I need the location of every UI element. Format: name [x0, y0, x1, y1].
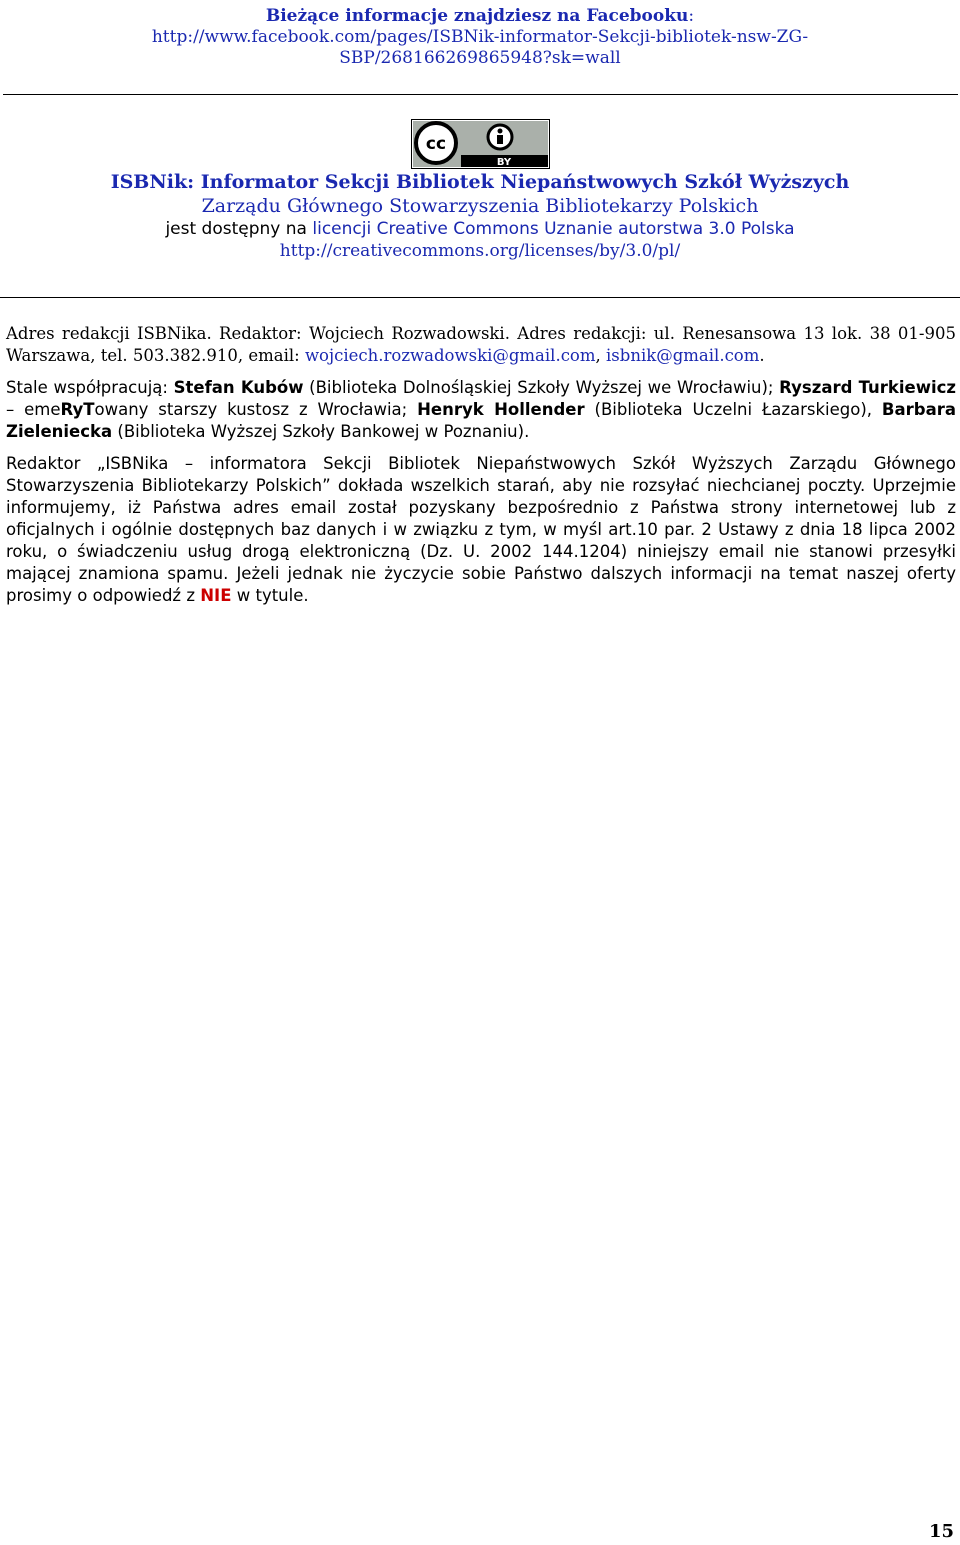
collaborator-name: Stefan Kubów [173, 378, 304, 397]
facebook-url-line2: SBP/268166269865948?sk=wall [339, 48, 621, 68]
email-link-1[interactable]: wojciech.rozwadowski@gmail.com [304, 346, 596, 365]
publication-title: ISBNik: Informator Sekcji Bibliotek Niepaństwowych Szkół Wyższych [110, 171, 850, 193]
email-link-2[interactable]: isbnik@gmail.com [606, 346, 760, 365]
facebook-colon: : [688, 6, 695, 26]
collaborator-affiliation: (Biblioteka Wyższej Szkoły Bankowej w Poznaniu). [112, 422, 530, 441]
facebook-url-line1: http://www.facebook.com/pages/ISBNik-informator-Sekcji-bibliotek-nsw-ZG- [151, 27, 809, 47]
publication-subtitle: Zarządu Głównego Stowarzyszenia Bibliotekarzy Polskich [201, 195, 759, 217]
license-block [0, 170, 960, 262]
email-separator: , [595, 346, 607, 365]
collaborator-name: Barbara Zieleniecka [6, 400, 956, 441]
collaborator-affiliation: owany starszy kustosz z Wrocławia; [94, 400, 418, 419]
collaborator-affiliation: (Biblioteka Dolnośląskiej Szkoły Wyższej we Wrocławiu); [303, 378, 780, 397]
collaborator-name: Henryk Hollender [417, 400, 585, 419]
collaborators-intro: Stale współpracują: [6, 378, 174, 397]
page-number: 15 [928, 1521, 954, 1542]
nie-keyword: NIE [200, 586, 232, 605]
divider-bottom [0, 297, 960, 298]
editorial-address [6, 323, 956, 367]
facebook-label: Bieżące informacje znajdziesz na Facebooku [265, 6, 689, 26]
editorial-content [6, 323, 956, 617]
license-url-link[interactable]: http://creativecommons.org/licenses/by/3.0/pl/ [279, 241, 681, 261]
collaborator-affiliation: (Biblioteka Uczelni Łazarskiego), [584, 400, 882, 419]
facebook-url-link[interactable] [0, 27, 960, 69]
notice-text: Redaktor „ISBNika – informatora Sekcji Bibliotek Niepaństwowych Szkół Wyższych Zarządu Głównego Stowarzyszenia Bibliotekarzy Polskich” dokłada wszelkich starań, aby nie rozsyłać niechcianej poczty. Uprzejmie informujemy, iż Państwa adres email został pozyskany bezpośrednio z Państwa strony internetowej lub z oficjalnych i ogólnie dostępnych baz danych i w związku z tym, w myśl art.10 par. 2 Ustawy z dnia 18 lipca 2002 roku, o świadczeniu usług drogą elektroniczną (Dz. U. 2002 144.1204) niniejszy email nie stanowi przesyłki mającej znamiona spamu. Jeżeli jednak nie życzycie sobie Państwo dalszych informacji na temat naszej oferty prosimy o odpowiedź z [6, 454, 956, 605]
address-text: Adres redakcji ISBNika. Redaktor: Wojciech Rozwadowski. Adres redakcji: ul. Renesansowa 13 lok. 38 01-905 Warszawa, tel. 503.382.910, email: [6, 324, 956, 365]
by-text: BY [496, 157, 512, 168]
facebook-notice [0, 6, 960, 69]
collaborators-paragraph [6, 377, 956, 443]
license-link[interactable]: licencji Creative Commons Uznanie autorstwa 3.0 Polska [312, 219, 795, 239]
divider-top [3, 94, 958, 95]
collaborator-affiliation: – eme [6, 400, 61, 419]
cc-text: cc [425, 134, 447, 154]
privacy-notice [6, 453, 956, 607]
collaborator-name: Ryszard Turkiewicz [779, 378, 956, 397]
cc-by-badge-icon[interactable] [411, 119, 550, 169]
email-end: . [759, 346, 765, 365]
notice-tail: w tytule. [231, 586, 309, 605]
license-prefix: jest dostępny na [165, 219, 313, 239]
emeryt-highlight: RyT [60, 400, 95, 419]
